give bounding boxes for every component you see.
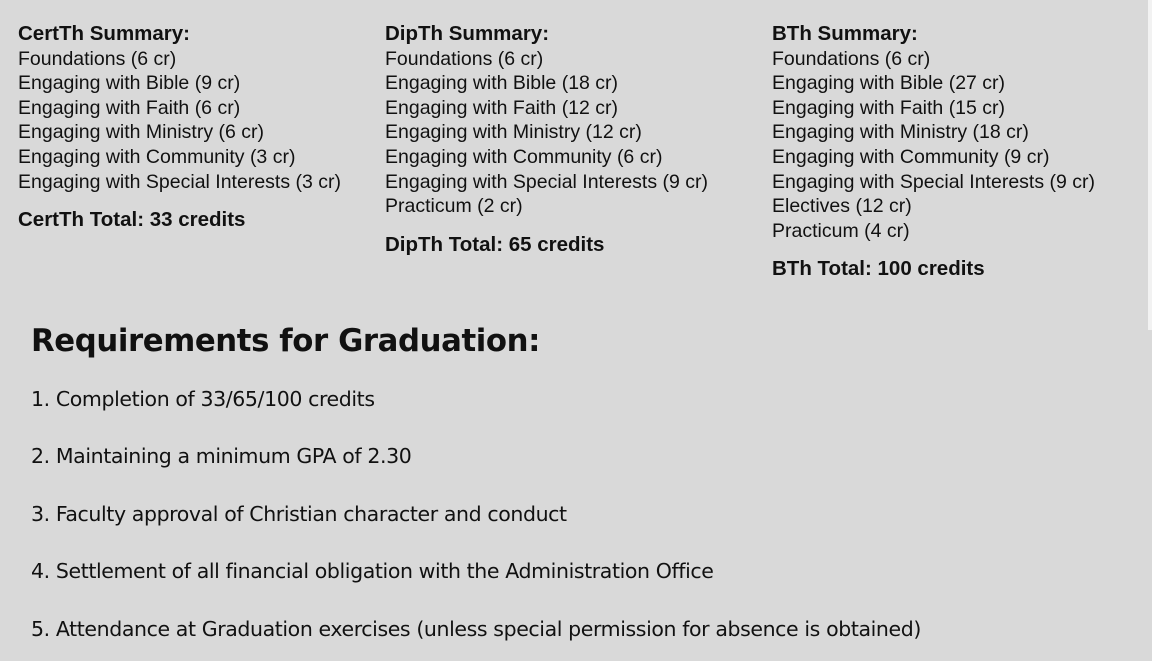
bth-course-item: Foundations (6 cr) [772,47,931,70]
dipth-course-item: Foundations (6 cr) [385,47,544,70]
bth-course-item: Engaging with Community (9 cr) [772,145,1050,168]
dipth-course-item: Engaging with Community (6 cr) [385,145,663,168]
bth-course-item: Practicum (4 cr) [772,219,910,242]
certth-summary [18,22,341,233]
certth-summary-heading: CertTh Summary: [18,22,191,45]
dipth-course-list [385,47,708,219]
bth-course-item: Electives (12 cr) [772,195,912,218]
requirements-heading: Requirements for Graduation: [31,323,541,359]
certth-course-item: Engaging with Faith (6 cr) [18,96,241,119]
dipth-total: DipTh Total: 65 credits [385,232,605,256]
requirement-item: 5. Attendance at Graduation exercises (unless special permission for absence is obtained) [31,616,921,641]
requirements-list [31,384,921,644]
bth-course-item: Engaging with Faith (15 cr) [772,96,1006,119]
bth-course-item: Engaging with Bible (27 cr) [772,72,1006,95]
certth-course-item: Foundations (6 cr) [18,47,177,70]
graduation-requirements [31,323,921,644]
dipth-course-item: Practicum (2 cr) [385,195,523,218]
dipth-course-item: Engaging with Ministry (12 cr) [385,121,642,144]
bth-course-item: Engaging with Special Interests (9 cr) [772,170,1095,193]
certth-course-item: Engaging with Bible (9 cr) [18,72,241,95]
requirement-item: 3. Faculty approval of Christian character and conduct [31,501,567,526]
dipth-course-item: Engaging with Bible (18 cr) [385,72,619,95]
certth-course-item: Engaging with Ministry (6 cr) [18,121,264,144]
bth-course-item: Engaging with Ministry (18 cr) [772,121,1029,144]
bth-total: BTh Total: 100 credits [772,257,985,281]
certth-course-list [18,47,341,195]
certth-total: CertTh Total: 33 credits [18,208,246,232]
dipth-summary-heading: DipTh Summary: [385,22,550,45]
bth-course-list [772,47,1095,244]
dipth-course-item: Engaging with Special Interests (9 cr) [385,170,708,193]
dipth-summary [385,22,708,257]
certth-course-item: Engaging with Special Interests (3 cr) [18,170,341,193]
requirement-item: 4. Settlement of all financial obligation with the Administration Office [31,559,714,584]
bth-summary [772,22,1095,282]
requirement-item: 1. Completion of 33/65/100 credits [31,386,375,411]
certth-course-item: Engaging with Community (3 cr) [18,145,296,168]
bth-summary-heading: BTh Summary: [772,22,918,45]
dipth-course-item: Engaging with Faith (12 cr) [385,96,619,119]
requirement-item: 2. Maintaining a minimum GPA of 2.30 [31,444,412,469]
page-edge-strip [1148,0,1152,330]
